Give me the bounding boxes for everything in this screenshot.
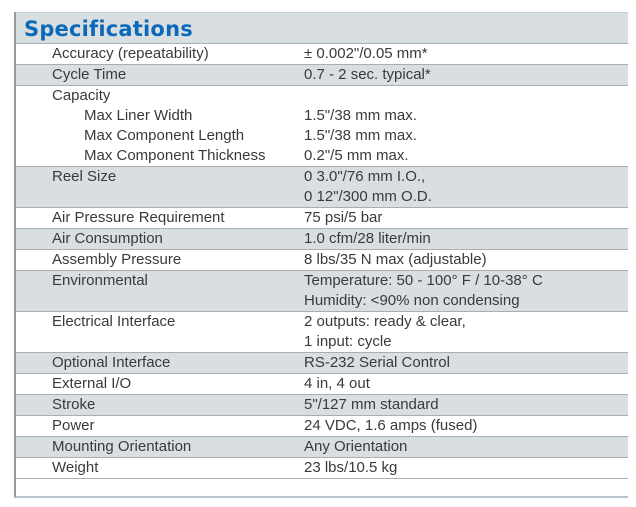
table-row-mounting-orientation	[16, 436, 628, 457]
specifications-panel	[14, 12, 628, 498]
row-value: 4 in, 4 out	[304, 375, 370, 392]
row-value: 1.5"/38 mm max.	[304, 107, 417, 124]
row-value: 1.0 cfm/28 liter/min	[304, 230, 431, 247]
row-label: Environmental	[52, 272, 148, 289]
table-row-cycle-time	[16, 64, 628, 85]
table-row-stroke	[16, 394, 628, 415]
row-value: 5"/127 mm standard	[304, 396, 439, 413]
row-value-continued: Humidity: <90% non condensing	[304, 292, 520, 309]
row-value: 0.7 - 2 sec. typical*	[304, 66, 431, 83]
table-row-assembly-pressure	[16, 249, 628, 270]
table-row-weight	[16, 457, 628, 479]
row-label: Power	[52, 417, 95, 434]
row-label: Capacity	[52, 87, 111, 104]
row-value: Any Orientation	[304, 438, 408, 455]
table-row-capacity	[16, 85, 628, 166]
table-row-electrical-interface	[16, 311, 628, 352]
specifications-header	[16, 12, 628, 44]
row-value: 0 3.0"/76 mm I.O.,	[304, 168, 426, 185]
row-label: Optional Interface	[52, 354, 171, 371]
table-row-air-consumption	[16, 228, 628, 249]
row-label: Stroke	[52, 396, 96, 413]
row-label: Mounting Orientation	[52, 438, 192, 455]
row-value: 24 VDC, 1.6 amps (fused)	[304, 417, 478, 434]
table-row-external-io	[16, 373, 628, 394]
row-value: 23 lbs/10.5 kg	[304, 459, 398, 476]
table-row-reel-size	[16, 166, 628, 207]
table-row-accuracy	[16, 43, 628, 64]
row-label: Reel Size	[52, 168, 117, 185]
specifications-table	[16, 43, 628, 479]
row-label: Cycle Time	[52, 66, 127, 83]
row-label: Electrical Interface	[52, 313, 176, 330]
row-sublabel: Max Liner Width	[84, 107, 193, 124]
table-row-power	[16, 415, 628, 436]
row-value	[304, 86, 628, 106]
row-value: 2 outputs: ready & clear,	[304, 313, 466, 330]
row-value: RS-232 Serial Control	[304, 354, 450, 371]
row-value: Temperature: 50 - 100° F / 10-38° C	[304, 272, 543, 289]
row-value: 1.5"/38 mm max.	[304, 127, 417, 144]
row-value-continued: 1 input: cycle	[304, 333, 392, 350]
row-label: Accuracy (repeatability)	[52, 45, 209, 62]
row-value: 8 lbs/35 N max (adjustable)	[304, 251, 487, 268]
row-sublabel: Max Component Length	[84, 127, 245, 144]
row-label: Assembly Pressure	[52, 251, 182, 268]
specifications-title: Specifications	[24, 16, 193, 41]
row-label: Weight	[52, 459, 99, 476]
row-label: Air Pressure Requirement	[52, 209, 225, 226]
row-value: ± 0.002"/0.05 mm*	[304, 45, 428, 62]
row-value-continued: 0 12"/300 mm O.D.	[304, 188, 432, 205]
row-value: 75 psi/5 bar	[304, 209, 383, 226]
row-value: 0.2"/5 mm max.	[304, 147, 409, 164]
row-label: Air Consumption	[52, 230, 163, 247]
table-row-environmental	[16, 270, 628, 311]
row-label: External I/O	[52, 375, 132, 392]
row-sublabel: Max Component Thickness	[84, 147, 266, 164]
table-row-optional-interface	[16, 352, 628, 373]
table-row-air-pressure	[16, 207, 628, 228]
